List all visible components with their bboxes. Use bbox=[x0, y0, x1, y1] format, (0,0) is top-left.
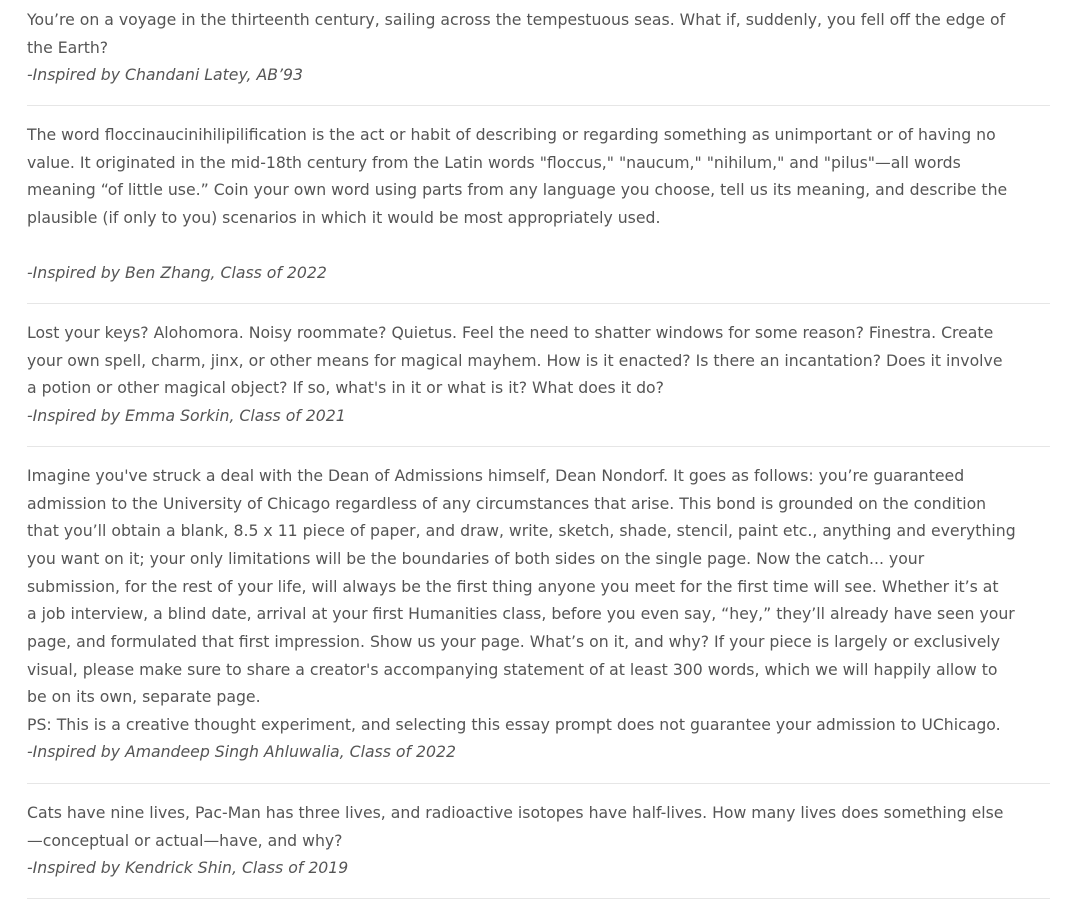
prompt-attribution: -Inspired by Emma Sorkin, Class of 2021 bbox=[27, 406, 346, 425]
prompt-text-line: —conceptual or actual—have, and why? bbox=[27, 831, 343, 850]
prompt-text-line: meaning “of little use.” Coin your own word using parts from any language you choose, tell us its meaning, and describe the bbox=[27, 180, 1008, 199]
prompt-text-line: visual, please make sure to share a creator's accompanying statement of at least 300 words, which we will happily allow to bbox=[27, 660, 998, 679]
prompt-text-line: a job interview, a blind date, arrival at your first Humanities class, before you even say, “hey,” they’ll already have seen your bbox=[27, 604, 1015, 623]
prompt-text-line: page, and formulated that first impression. Show us your page. What’s on it, and why? If your piece is largely or exclusively bbox=[27, 632, 1001, 651]
prompt-text-line: The word floccinaucinihilipilification is the act or habit of describing or regarding something as unimportant or of having no bbox=[27, 125, 996, 144]
prompt-attribution: -Inspired by Chandani Latey, AB’93 bbox=[27, 65, 303, 84]
prompt-attribution: -Inspired by Kendrick Shin, Class of 2019 bbox=[27, 858, 349, 877]
prompt-text-line: submission, for the rest of your life, will always be the first thing anyone you meet for the first time will see. Whether it’s at bbox=[27, 577, 999, 596]
prompt-text-line: Cats have nine lives, Pac-Man has three lives, and radioactive isotopes have half-lives. How many lives does something else bbox=[27, 803, 1004, 822]
prompt-text-line: that you’ll obtain a blank, 8.5 x 11 piece of paper, and draw, write, sketch, shade, stencil, paint etc., anything and everything bbox=[27, 521, 1016, 540]
prompt-text-line: admission to the University of Chicago regardless of any circumstances that arise. This bond is grounded on the condition bbox=[27, 494, 987, 513]
prompt-text-line: your own spell, charm, jinx, or other means for magical mayhem. How is it enacted? Is there an incantation? Does it involve bbox=[27, 351, 1003, 370]
prompt-divider bbox=[27, 303, 1050, 304]
prompt-text-line: plausible (if only to you) scenarios in which it would be most appropriately used. bbox=[27, 208, 661, 227]
prompt-attribution: -Inspired by Amandeep Singh Ahluwalia, Class of 2022 bbox=[27, 742, 456, 761]
prompt-divider bbox=[27, 446, 1050, 447]
prompt-text-line: PS: This is a creative thought experiment, and selecting this essay prompt does not guarantee your admission to UChicago. bbox=[27, 715, 1001, 734]
prompt-divider bbox=[27, 105, 1050, 106]
prompt-text-line: value. It originated in the mid-18th century from the Latin words "floccus," "naucum," "nihilum," and "pilus"—all words bbox=[27, 153, 961, 172]
prompt-text-line: the Earth? bbox=[27, 38, 109, 57]
prompt-text-line: you want on it; your only limitations will be the boundaries of both sides on the single page. Now the catch... your bbox=[27, 549, 925, 568]
prompt-attribution: -Inspired by Ben Zhang, Class of 2022 bbox=[27, 263, 327, 282]
prompt-text-line: You’re on a voyage in the thirteenth century, sailing across the tempestuous seas. What if, suddenly, you fell off the edge of bbox=[27, 10, 1006, 29]
prompt-text-line: Lost your keys? Alohomora. Noisy roommate? Quietus. Feel the need to shatter windows for some reason? Finestra. Create bbox=[27, 323, 994, 342]
prompt-text-line: be on its own, separate page. bbox=[27, 687, 261, 706]
prompt-text-line: Imagine you've struck a deal with the Dean of Admissions himself, Dean Nondorf. It goes as follows: you’re guaranteed bbox=[27, 466, 965, 485]
prompt-divider bbox=[27, 898, 1050, 899]
prompt-divider bbox=[27, 783, 1050, 784]
prompt-text-line: a potion or other magical object? If so, what's in it or what is it? What does it do? bbox=[27, 378, 664, 397]
